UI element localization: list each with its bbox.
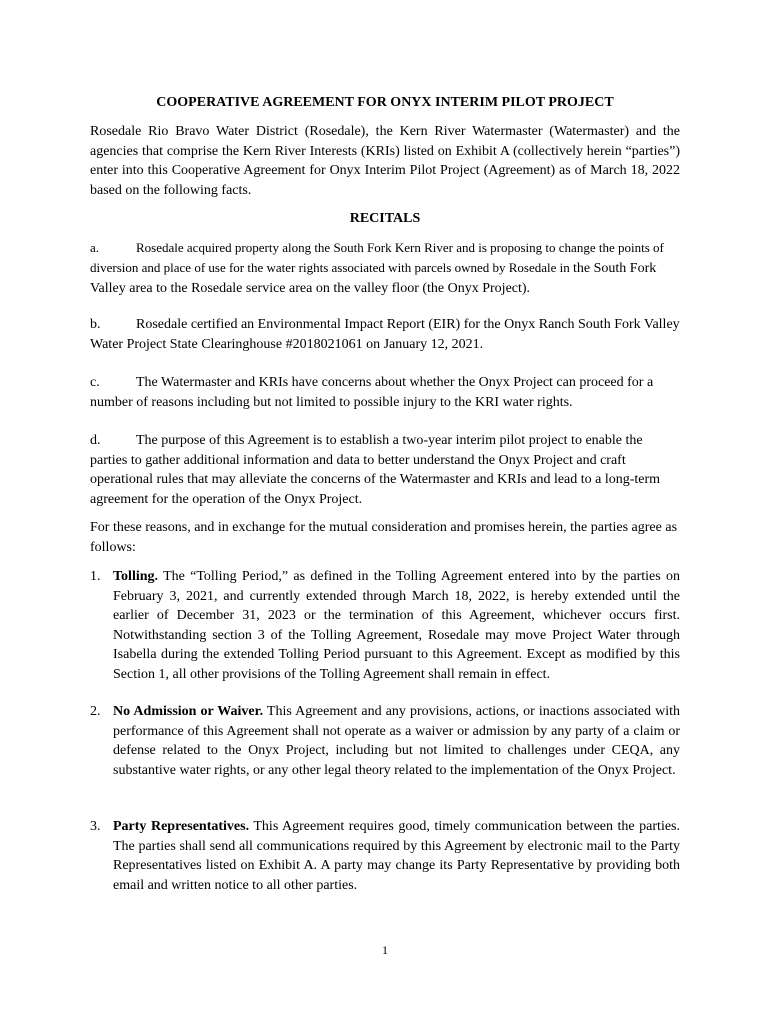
section-body xyxy=(113,702,680,780)
page-number: 1 xyxy=(382,943,388,957)
section-number: 1. xyxy=(90,569,101,584)
recital-c xyxy=(90,373,680,412)
section-number: 3. xyxy=(90,819,101,834)
intro-paragraph: Rosedale Rio Bravo Water District (Rosedale), the Kern River Watermaster (Watermaster) and the agencies that comprise the Kern River Interests (KRIs) listed on Exhibit A (collectively herein “parties”) enter into this Cooperative Agreement for Onyx Interim Pilot Project (Agreement) as of March 18, 2022 based on the following facts. xyxy=(90,124,680,198)
recital-label: a. xyxy=(90,240,100,255)
recital-text-tail: the South Fork Valley area to the Rosedale service area on the valley floor (the Onyx Project). xyxy=(90,260,657,296)
recitals-heading: RECITALS xyxy=(349,211,421,226)
section-3 xyxy=(90,817,680,895)
section-number: 2. xyxy=(90,704,101,719)
recital-text: The Watermaster and KRIs have concerns about whether the Onyx Project can proceed for a number of reasons including but not limited to possible injury to the KRI water rights. xyxy=(90,375,654,410)
section-body xyxy=(113,567,680,684)
section-heading: No Admission or Waiver. xyxy=(113,704,264,719)
section-2 xyxy=(90,702,680,780)
recital-text: Rosedale certified an Environmental Impact Report (EIR) for the Onyx Ranch South Fork Valley Water Project State Clearinghouse #2018021061 on January 12, 2021. xyxy=(90,317,680,352)
section-heading: Party Representatives. xyxy=(113,819,250,834)
transition-paragraph: For these reasons, and in exchange for the mutual consideration and promises herein, the parties agree as follows: xyxy=(90,520,678,555)
recital-label: d. xyxy=(90,433,101,448)
recital-label: c. xyxy=(90,375,100,390)
section-1 xyxy=(90,567,680,684)
section-heading: Tolling. xyxy=(113,569,159,584)
section-body xyxy=(113,817,680,895)
recital-a xyxy=(90,238,680,299)
recital-b xyxy=(90,315,680,354)
recital-text: The purpose of this Agreement is to establish a two-year interim pilot project to enable the parties to gather additional information and data to better understand the Onyx Project and craft operational rules that may alleviate the concerns of the Watermaster and KRIs and lead to a long-term agreement for the operation of the Onyx Project. xyxy=(90,433,661,507)
recital-d xyxy=(90,431,680,509)
section-text: This Agreement requires good, timely communication between the parties. The parties shall send all communications required by this Agreement by electronic mail to the Party Representatives listed on Exhibit A. A party may change its Party Representative by providing both email and written notice to all other parties. xyxy=(113,819,681,893)
section-text: This Agreement and any provisions, actions, or inactions associated with performance of this Agreement shall not operate as a waiver or admission by any party of a claim or defense related to the Onyx Project, including but not limited to challenges under CEQA, any substantive water rights, or any other legal theory related to the implementation of the Onyx Project. xyxy=(113,704,681,778)
document-title: COOPERATIVE AGREEMENT FOR ONYX INTERIM PILOT PROJECT xyxy=(156,95,614,110)
section-text: The “Tolling Period,” as defined in the Tolling Agreement entered into by the parties on February 3, 2021, and currently extended through March 18, 2022, is hereby extended until the earlier of December 31, 2023 or the termination of this Agreement, whichever occurs first. Notwithstanding section 3 of the Tolling Agreement, Rosedale may move Project Water through Isabella during the extended Tolling Period pursuant to this Agreement. Except as modified by this Section 1, all other provisions of the Tolling Agreement shall remain in effect. xyxy=(113,569,681,682)
recital-label: b. xyxy=(90,317,101,332)
recital-text: Rosedale acquired property along the South Fork Kern River and is proposing to change the points of diversion and place of use for the water rights associated with parcels owned by Rosedale in xyxy=(90,240,664,275)
